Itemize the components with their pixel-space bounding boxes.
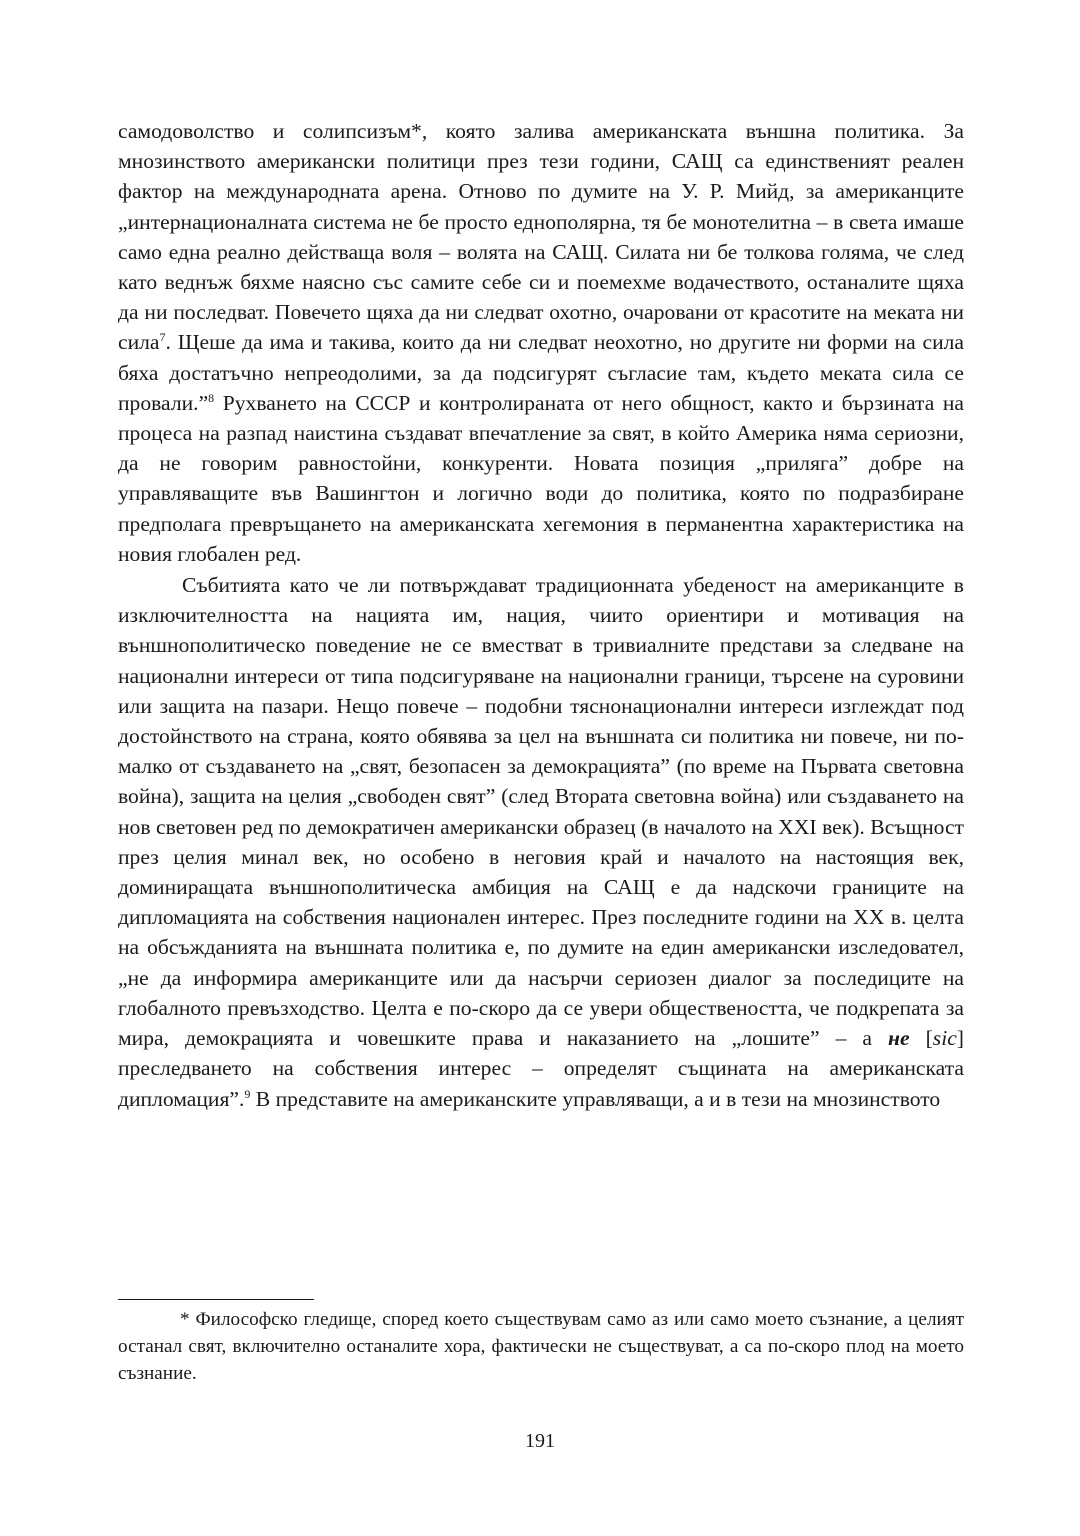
paragraph-1: [118, 116, 964, 569]
paragraph-2-text-b: преследването на собствения интерес – определят същината на американската дипломация”.: [118, 1056, 964, 1111]
sic-marker: sic: [932, 1026, 957, 1051]
paragraph-2-text-c: В представите на американските управляващи, а и в тези на мнозинството: [250, 1086, 941, 1111]
paragraph-1-text-c: Рухването на СССР и контролираната от него общност, както и бързината на процеса на разпад наистина създават впечатление за свят, в който Америка няма сериозни, да не говорим равностойни, конкуренти. Новата позиция „приляга” добре на управляващите във Вашингтон и логично води до политика, която по подразбиране предполага превръщането на американската хегемония в перманентна характеристика на новия глобален ред.: [118, 390, 964, 566]
footnote-ref-9: 9: [244, 1086, 251, 1101]
paragraph-2: [118, 570, 964, 1114]
emphasis-word: не: [888, 1026, 910, 1051]
bracket-close: ]: [956, 1026, 964, 1051]
paragraph-2-text-a: Събитията като че ли потвърждават традиционната убеденост на американците в изключителността на нацията им, нация, чиито ориентири и мотивация на външнополитическо поведение не се вместват в тривиалните представи за следване на национални интереси от типа подсигуряване на национални граници, търсене на суровини или защита на пазари. Нещо повече – подобни тяснонационални интереси изглеждат под достойнството на страна, която обявява за цел на външната си политика ни повече, ни по-малко от създаването на „свят, безопасен за демокрацията” (по време на Първата световна война), защита на целия „свободен свят” (след Втората световна война) или създаването на нов световен ред по демократичен американски образец (в началото на XXI век). Всъщност през целия минал век, но особено в неговия край и началото на настоящия век, доминиращата външнополитическа амбиция на САЩ е да надскочи границите на дипломацията на собствения национален интерес. През последните години на XX в. целта на обсъжданията на външната политика е, по думите на един американски изследовател, „не да информира американците или да насърчи сериозен диалог за последиците на глобалното превъзходство. Целта е по-скоро да се увери обществеността, че подкрепата за мира, демокрацията и човешките права и наказанието на „лошите” – а: [118, 573, 964, 1051]
page-body: [118, 116, 964, 1114]
page-number: 191: [525, 1430, 555, 1452]
footnote-divider: [118, 1299, 314, 1300]
paragraph-1-text-b: . Щеше да има и такива, които да ни следват неохотно, но другите ни форми на сила бяха достатъчно непреодолими, за да подсигурят съгласие там, където меката сила се провали.”: [118, 330, 964, 415]
bracket-open: [: [909, 1026, 933, 1051]
paragraph-1-text-a: самодоволство и солипсизъм*, която залива американската външна политика. За мнозинството американски политици през тези години, САЩ са единственият реален фактор на международната арена. Отново по думите на У. Р. Мийд, за американците „интернационалната система не бе просто еднополярна, тя бе монотелитна – в света имаше само една реално действаща воля – волята на САЩ. Силата ни бе толкова голяма, че след като веднъж бяхме наясно със самите себе си и поемехме водачеството, останалите щяха да ни последват. Повечето щяха да ни следват охотно, очаровани от красотите на меката ни сила: [118, 119, 964, 355]
footnote-ref-7: 7: [159, 330, 166, 345]
footnote-ref-8: 8: [208, 390, 215, 405]
footnote: * Философско гледище, според което съществувам само аз или само моето съзнание, а целият останал свят, включително останалите хора, фактически не съществуват, а са по-скоро плод на моето съзнание.: [118, 1309, 964, 1384]
